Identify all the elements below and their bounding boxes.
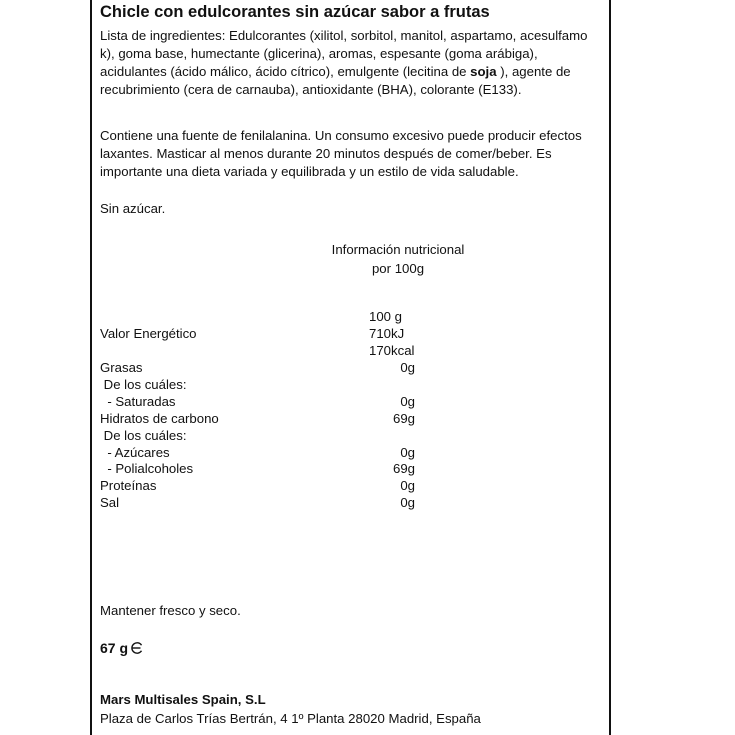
energy-kcal: 170kcal bbox=[369, 343, 415, 358]
energy-kj: 710kJ bbox=[369, 326, 405, 341]
net-weight-value: 67 g bbox=[100, 640, 129, 656]
nutrition-row-value: 0g bbox=[400, 478, 415, 494]
allergen-soja: soja bbox=[470, 64, 497, 79]
nutrition-row-label: Sal bbox=[100, 495, 120, 511]
storage-instructions: Mantener fresco y seco. bbox=[100, 603, 241, 618]
nutrition-row-label: De los cuáles: bbox=[100, 376, 187, 392]
energy-label: Valor Energético bbox=[100, 326, 197, 341]
nutrition-row-value: 69g bbox=[392, 461, 415, 477]
warning-text: Contiene una fuente de fenilalanina. Un consumo excesivo puede producir efectos laxantes. Masticar al menos durante 20 minutos después de comer/beber. Es importante una dieta variada y equilibrada y un estilo de vida saludable. bbox=[100, 128, 582, 179]
nutrition-row-label: Grasas bbox=[100, 360, 143, 375]
ingredients-text-start: Lista de ingredientes: Edulcorantes (xilitol, sorbitol, manitol, aspartamo, acesulfamo k), goma base, humectante (glicerina), aromas, espesante (goma arábiga), acidulantes (ácido málico, ácido cítrico), emulgente (lecitina de bbox=[100, 28, 588, 79]
nutrition-row-label: - Polialcoholes bbox=[100, 461, 194, 477]
company-address: Plaza de Carlos Trías Bertrán, 4 1º Planta 28020 Madrid, España bbox=[100, 711, 481, 726]
nutrition-row-label: De los cuáles: bbox=[100, 427, 187, 443]
nutrition-row-value: 0g bbox=[400, 495, 415, 511]
nutrition-heading-title: Información nutricional bbox=[331, 242, 465, 257]
nutrition-row-label: - Saturadas bbox=[100, 393, 176, 409]
product-title: Chicle con edulcorantes sin azúcar sabor a frutas bbox=[100, 3, 490, 21]
ingredients-text-end: ), agente de recubrimiento (cera de carnauba), antioxidante (BHA), colorante (E133). bbox=[100, 64, 571, 97]
nutrition-row-label: Hidratos de carbono bbox=[100, 410, 219, 426]
nutrition-heading-per: por 100g bbox=[371, 260, 425, 276]
ingredients-list bbox=[100, 27, 605, 99]
label-frame bbox=[90, 0, 611, 735]
sugar-free-claim: Sin azúcar. bbox=[100, 201, 166, 216]
nutrition-row-label: Proteínas bbox=[100, 478, 157, 494]
nutrition-heading bbox=[300, 241, 496, 278]
nutrition-row-value: 0g bbox=[400, 360, 415, 375]
nutrition-row-value: 69g bbox=[392, 410, 415, 426]
nutrition-row-label: - Azúcares bbox=[100, 444, 170, 460]
nutrition-row-value: 0g bbox=[400, 393, 415, 409]
e-mark-icon bbox=[130, 641, 144, 655]
nutrition-column-header: 100 g bbox=[369, 309, 403, 324]
company-name: Mars Multisales Spain, S.L bbox=[100, 692, 266, 707]
nutrition-row-value: 0g bbox=[400, 444, 415, 460]
net-weight bbox=[100, 640, 144, 656]
